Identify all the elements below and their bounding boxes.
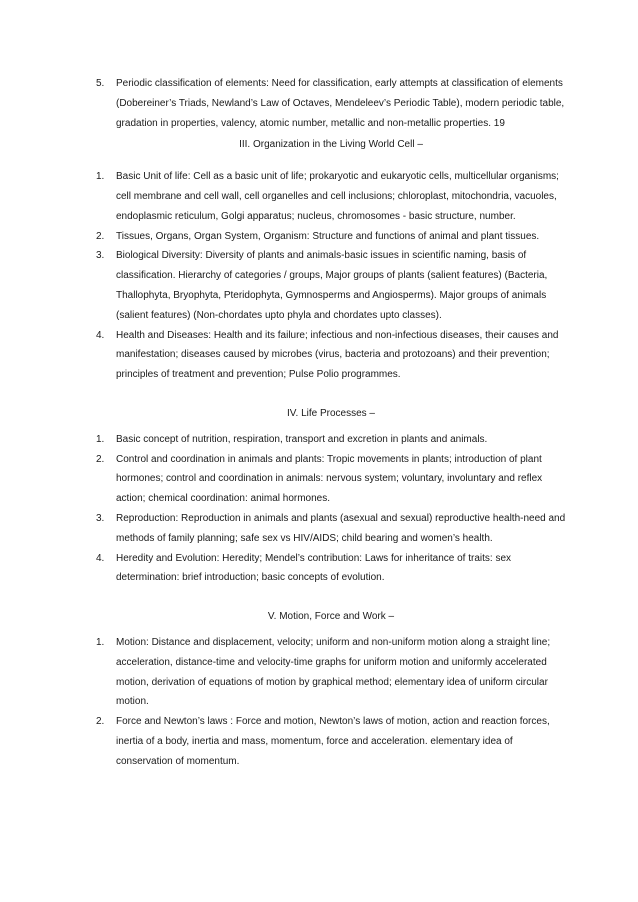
section-list-motion-force-work (96, 633, 566, 772)
list-item-text: Reproduction: Reproduction in animals and plants (asexual and sexual) reproductive health-need and methods of family planning; safe sex vs HIV/AIDS; child bearing and women’s health. (116, 512, 566, 544)
list-item (96, 450, 566, 509)
list-item-number: 1. (96, 636, 105, 648)
list-item (96, 326, 566, 385)
list-item-number: 2. (96, 230, 105, 242)
list-item-text: Motion: Distance and displacement, velocity; uniform and non-uniform motion along a straight line; acceleration, distance-time and velocity-time graphs for uniform motion and uniformly accelerated motion, derivation of equations of motion by graphical method; elementary idea of uniform circular motion. (116, 636, 551, 708)
document-content (96, 74, 566, 772)
list-item (96, 712, 566, 771)
list-item-number: 4. (96, 329, 105, 341)
list-item-number: 1. (96, 433, 105, 445)
list-item (96, 430, 566, 450)
list-item-text: Health and Diseases: Health and its failure; infectious and non-infectious diseases, their causes and manifestation; diseases caused by microbes (virus, bacteria and protozoans) and their prevention; principles of treatment and prevention; Pulse Polio programmes. (116, 329, 559, 381)
section-heading-organization: III. Organization in the Living World Cell – (239, 139, 423, 151)
list-item-number: 2. (96, 716, 105, 728)
list-item-text: Basic Unit of life: Cell as a basic unit of life; prokaryotic and eukaryotic cells, multicellular organisms; cell membrane and cell wall, cell organelles and cell inclusions; chloroplast, mitochondria, vacuoles, endoplasmic reticulum, Golgi apparatus; nucleus, chromosomes - basic structure, number. (116, 171, 559, 222)
list-item-text: Force and Newton’s laws : Force and motion, Newton’s laws of motion, action and reaction forces, inertia of a body, inertia and mass, momentum, force and acceleration. elementary idea of conservation of momentum. (116, 716, 550, 767)
list-item-number: 2. (96, 453, 105, 465)
list-item (96, 74, 566, 133)
section-list-organization (96, 167, 566, 385)
section-heading-life-processes: IV. Life Processes – (286, 407, 375, 419)
list-item (96, 633, 566, 712)
list-item-number: 1. (96, 171, 105, 183)
list-item-text: Basic concept of nutrition, respiration, transport and excretion in plants and animals. (116, 433, 488, 445)
list-item (96, 227, 566, 247)
list-item-text: Periodic classification of elements: Need for classification, early attempts at classification of elements (Dobereiner’s Triads, Newland’s Law of Octaves, Mendeleev’s Periodic Table), modern periodic table, gradation in properties, valency, atomic number, metallic and non-metallic properties. 19 (116, 78, 565, 129)
top-list (96, 74, 566, 133)
list-item-number: 3. (96, 512, 105, 524)
list-item (96, 167, 566, 226)
list-item-number: 4. (96, 552, 105, 564)
list-item (96, 549, 566, 589)
list-item (96, 509, 566, 549)
list-item-text: Biological Diversity: Diversity of plants and animals-basic issues in scientific naming, basis of classification. Hierarchy of categories / groups, Major groups of plants (salient features) (Bacteria, Thallophyta, Bryophyta, Pteridophyta, Gymnosperms and Angiosperms). Major groups of animals (salient features) (Non-chordates upto phyla and chordates upto classes). (116, 250, 548, 321)
section-heading-motion-force-work: V. Motion, Force and Work – (267, 611, 395, 623)
list-item-text: Control and coordination in animals and plants: Tropic movements in plants; introduction of plant hormones; control and coordination in animals: nervous system; voluntary, involuntary and reflex action; chemical coordination: animal hormones. (116, 453, 543, 505)
list-item-number: 3. (96, 250, 105, 262)
list-item-number: 5. (96, 78, 105, 89)
list-item-text: Tissues, Organs, Organ System, Organism: Structure and functions of animal and plant tissues. (116, 230, 540, 242)
section-list-life-processes (96, 430, 566, 588)
list-item-text: Heredity and Evolution: Heredity; Mendel’s contribution: Laws for inheritance of traits: sex determination: brief introduction; basic concepts of evolution. (116, 552, 512, 584)
list-item (96, 246, 566, 325)
